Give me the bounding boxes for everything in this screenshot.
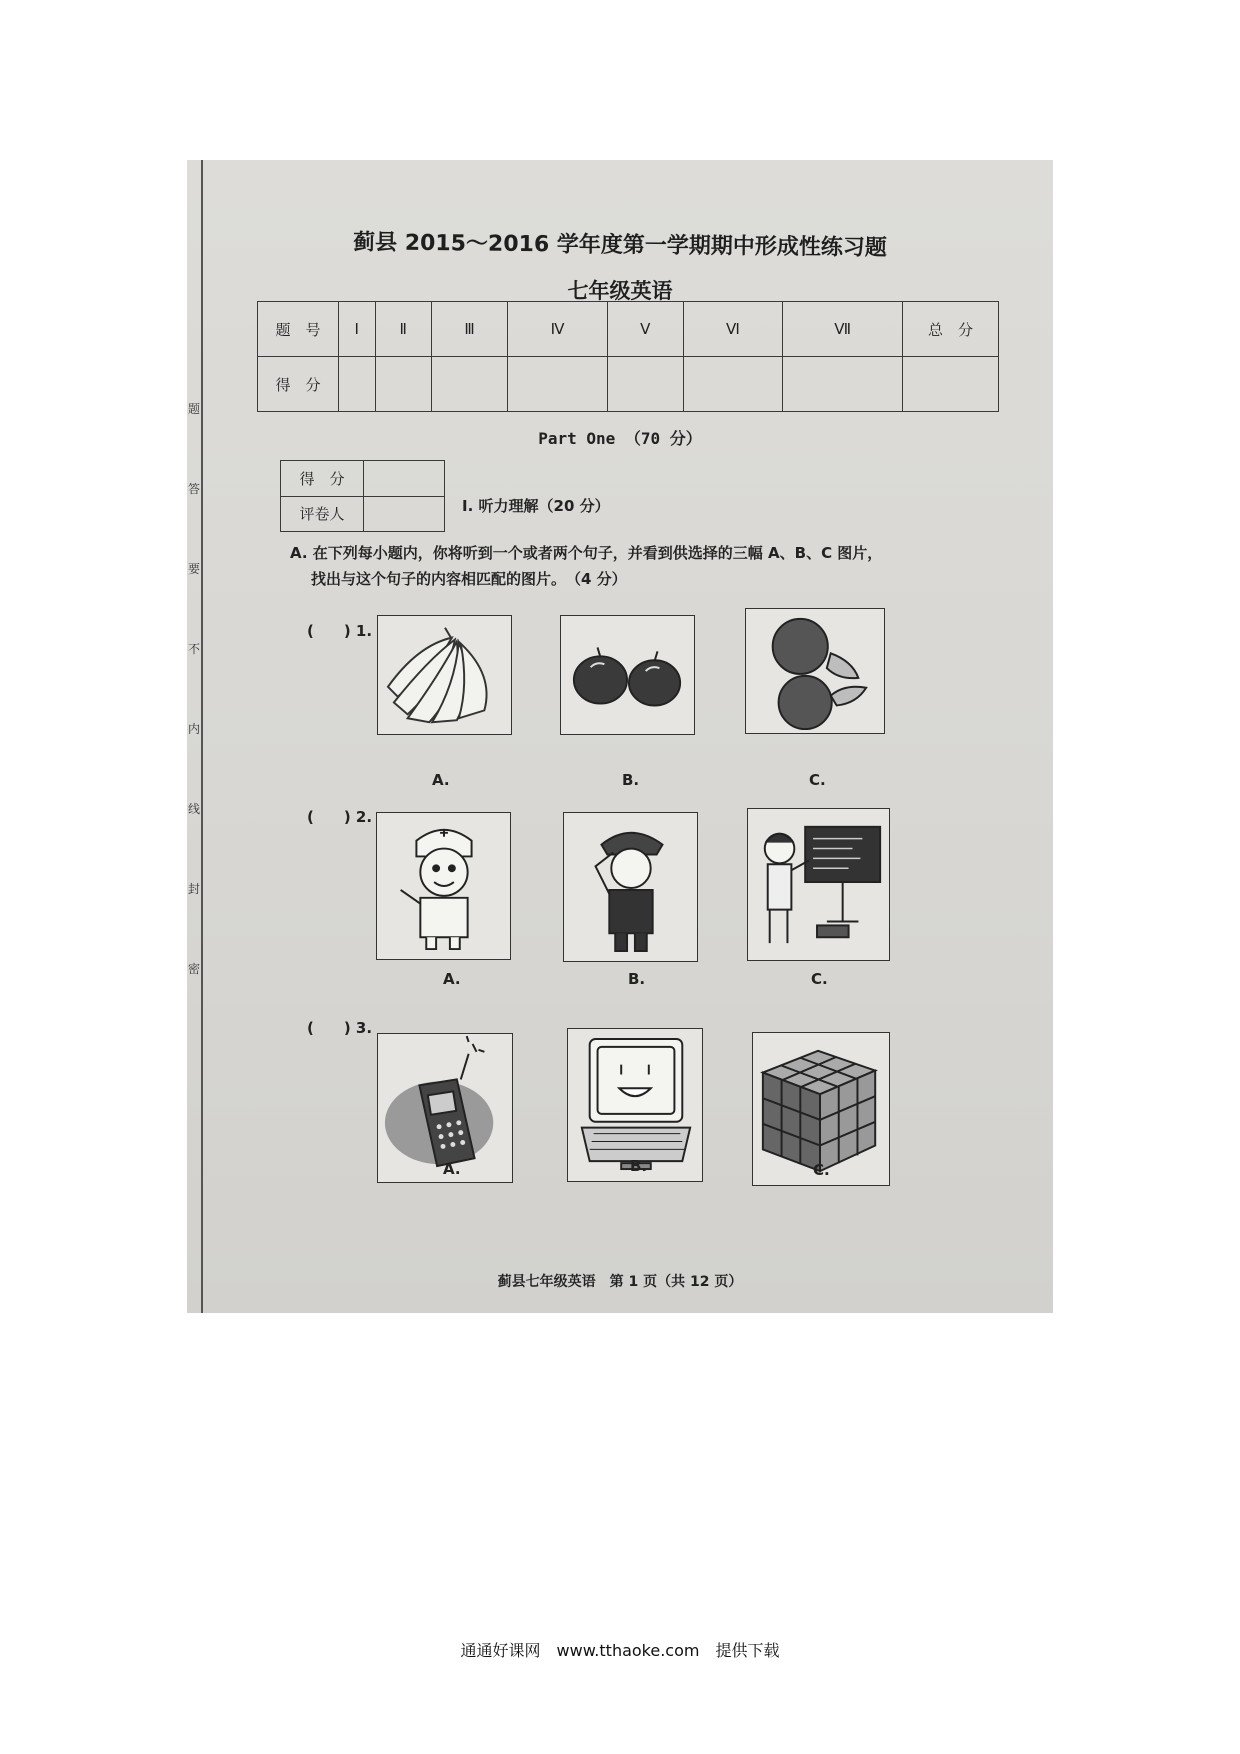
binding-char: 要 xyxy=(187,562,200,576)
question-3-number: ( ) 3. xyxy=(307,1019,373,1037)
score-cell xyxy=(607,357,683,412)
instruction-line-1: A. 在下列每小题内，你将听到一个或者两个句子，并看到供选择的三幅 A、B、C 图片， xyxy=(290,544,883,562)
question-3-option-b: B. xyxy=(630,1157,648,1175)
score-cell xyxy=(683,357,783,412)
grader-name-cell xyxy=(364,496,445,532)
binding-margin-line xyxy=(201,160,203,1313)
part-heading xyxy=(187,426,1053,449)
grader-score-label: 得 分 xyxy=(281,461,364,497)
binding-char: 题 xyxy=(187,402,200,416)
grader-name-label: 评卷人 xyxy=(281,496,364,532)
binding-char: 不 xyxy=(187,642,200,656)
score-column-6: Ⅵ xyxy=(683,302,783,357)
question-2-option-a: A. xyxy=(443,970,461,988)
section-title: I. 听力理解（20 分） xyxy=(462,497,610,515)
score-cell xyxy=(508,357,608,412)
binding-char: 密 xyxy=(187,962,200,976)
question-1-number: ( ) 1. xyxy=(307,622,373,640)
score-cell xyxy=(431,357,507,412)
binding-margin-text xyxy=(187,400,201,977)
exam-title: 蓟县 2015～2016 学年度第一学期期中形成性练习题 xyxy=(352,230,887,261)
question-3-option-a: A. xyxy=(443,1160,461,1178)
score-column-5: Ⅴ xyxy=(607,302,683,357)
part-points: （70 分） xyxy=(624,429,702,448)
score-column-7: Ⅶ xyxy=(783,302,903,357)
score-column-1: Ⅰ xyxy=(339,302,376,357)
score-cell xyxy=(339,357,376,412)
score-column-4: Ⅳ xyxy=(508,302,608,357)
oranges-image xyxy=(745,608,885,734)
question-2-number: ( ) 2. xyxy=(307,808,373,826)
question-1-option-b: B. xyxy=(622,771,640,789)
binding-char: 答 xyxy=(187,482,200,496)
score-cell xyxy=(903,357,999,412)
part-label: Part One xyxy=(538,429,616,448)
score-cell xyxy=(783,357,903,412)
score-row-header: 得 分 xyxy=(258,357,339,412)
question-2-option-b: B. xyxy=(628,970,646,988)
exam-subtitle: 七年级英语 xyxy=(567,279,673,303)
exam-page-photo xyxy=(187,160,1053,1313)
question-3-option-c: C. xyxy=(813,1161,830,1179)
binding-char: 封 xyxy=(187,882,200,896)
teacher-image xyxy=(747,808,890,961)
score-total-header: 总 分 xyxy=(903,302,999,357)
score-column-2: Ⅱ xyxy=(375,302,431,357)
download-watermark: 通通好课网 www.tthaoke.com 提供下载 xyxy=(460,1641,780,1660)
binding-char: 线 xyxy=(187,802,200,816)
page-footer: 蓟县七年级英语 第 1 页（共 12 页） xyxy=(497,1274,743,1290)
apples-image xyxy=(560,615,695,735)
grader-score-cell xyxy=(364,461,445,497)
score-table xyxy=(257,301,999,412)
score-table-header: 题 号 xyxy=(258,302,339,357)
question-1-option-c: C. xyxy=(809,771,826,789)
score-cell xyxy=(375,357,431,412)
question-2-option-c: C. xyxy=(811,970,828,988)
instruction-line-2: 找出与这个句子的内容相匹配的图片。 （4 分） xyxy=(311,570,627,588)
bananas-image xyxy=(377,615,512,735)
doctor-image xyxy=(376,812,511,960)
score-column-3: Ⅲ xyxy=(431,302,507,357)
question-1-option-a: A. xyxy=(432,771,450,789)
binding-char: 内 xyxy=(187,722,200,736)
police-officer-image xyxy=(563,812,698,962)
grader-table xyxy=(280,460,445,532)
section-instruction xyxy=(290,540,990,592)
